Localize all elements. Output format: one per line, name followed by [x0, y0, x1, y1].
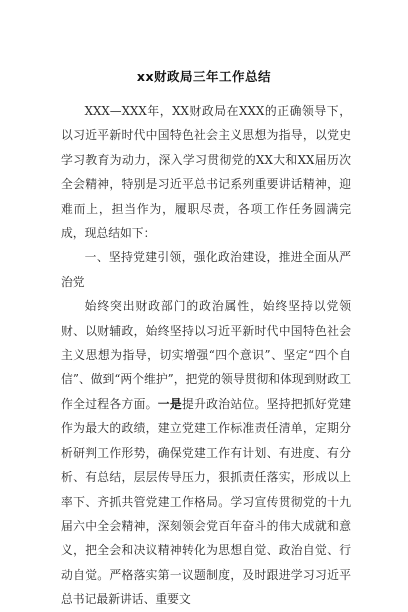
body-paragraph	[61, 294, 351, 611]
document-title: xx财政局三年工作总结	[136, 69, 272, 84]
paragraph-text-rest: 提升政治站位。坚持把抓好党建作为最大的政绩，建立党建工作标准责任清单，定期分析研判工作形势，确保党建工作有计划、有进度、有分析、有总结，层层传导压力，狠抓责任落实，形成以上率下、齐抓共管党建工作格局。学习宣传贯彻党的十九届六中全会精神，深刻领会党百年奋斗的伟大成就和意义，把全会和决议精神转化为思想自觉、政治自觉、行动自觉。严格落实第一议题制度，及时跟进学习习近平总书记最新讲话、重要文	[61, 396, 351, 607]
document-body	[61, 99, 351, 612]
paragraph-text-start: 始终突出财政部门的政治属性，始终坚持以党领财、以财辅政，始终坚持以习近平新时代中国特色社会主义思想为指导，切实增强“四个意识”、坚定“四个自信”、做到“两个维护”，把党的领导贯彻和体现到财政工作全过程各方面。	[61, 299, 351, 411]
section-heading-1: 一、坚持党建引领，强化政治建设，推进全面从严治党	[61, 250, 351, 289]
intro-paragraph: XXX—XXX年，XX财政局在XXX的正确领导下，以习近平新时代中国特色社会主义思想为指导，以党史学习教育为动力，深入学习贯彻党的XX大和XX届历次全会精神，特别是习近平总书记系列重要讲话精神，迎难而上，担当作为，履职尽责，各项工作任务圆满完成，现总结如下：	[61, 104, 351, 241]
emphasis-label: 一是	[157, 396, 182, 411]
